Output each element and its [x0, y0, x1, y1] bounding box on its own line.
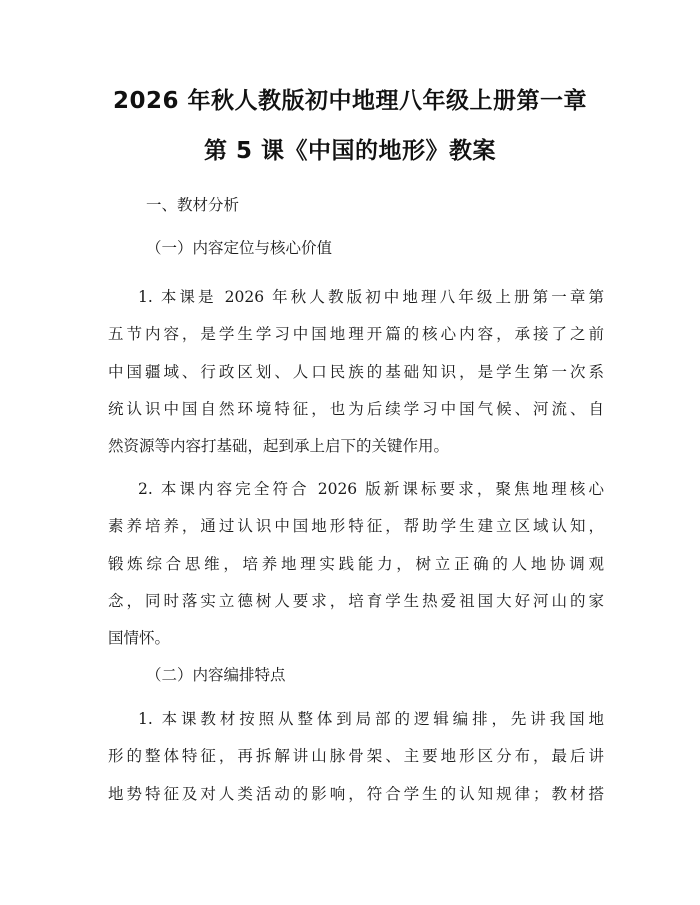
paragraph-1 — [108, 279, 604, 465]
paragraph-line: 然资源等内容打基础，起到承上启下的关键作用。 — [108, 437, 450, 456]
document-title-line-2: 第 5 课《中国的地形》教案 — [203, 138, 497, 164]
paragraph-line: 中国疆域、行政区划、人口民族的基础知识，是学生第一次系 — [108, 362, 604, 381]
paragraph-line: 地势特征及对人类活动的影响，符合学生的认知规律；教材搭 — [108, 784, 604, 803]
paragraph-line: 国情怀。 — [108, 629, 171, 648]
paragraph-line: 念，同时落实立德树人要求，培育学生热爱祖国大好河山的家 — [108, 591, 604, 610]
document-title-line-1: 2026 年秋人教版初中地理八年级上册第一章 — [112, 88, 588, 114]
paragraph-line: 2. 本课内容完全符合 2026 版新课标要求，聚焦地理核心 — [138, 480, 604, 498]
paragraph-line: 1. 本课是 2026 年秋人教版初中地理八年级上册第一章第 — [138, 288, 604, 306]
paragraph-line: 锻炼综合思维，培养地理实践能力，树立正确的人地协调观 — [108, 554, 604, 573]
subsection-heading-arrangement-features: （二）内容编排特点 — [146, 666, 286, 684]
paragraph-line: 素养培养，通过认识中国地形特征，帮助学生建立区域认知， — [108, 517, 604, 536]
paragraph-line: 形的整体特征，再拆解讲山脉骨架、主要地形区分布，最后讲 — [108, 747, 604, 766]
paragraph-line: 五节内容，是学生学习中国地理开篇的核心内容，承接了之前 — [108, 325, 604, 344]
section-heading-textbook-analysis: 一、教材分析 — [146, 196, 240, 214]
paragraph-line: 统认识中国自然环境特征，也为后续学习中国气候、河流、自 — [108, 399, 604, 418]
subsection-heading-content-positioning: （一）内容定位与核心价值 — [146, 239, 333, 257]
paragraph-line: 1. 本课教材按照从整体到局部的逻辑编排，先讲我国地 — [138, 710, 604, 728]
paragraph-2 — [108, 471, 604, 657]
paragraph-3 — [108, 701, 604, 813]
